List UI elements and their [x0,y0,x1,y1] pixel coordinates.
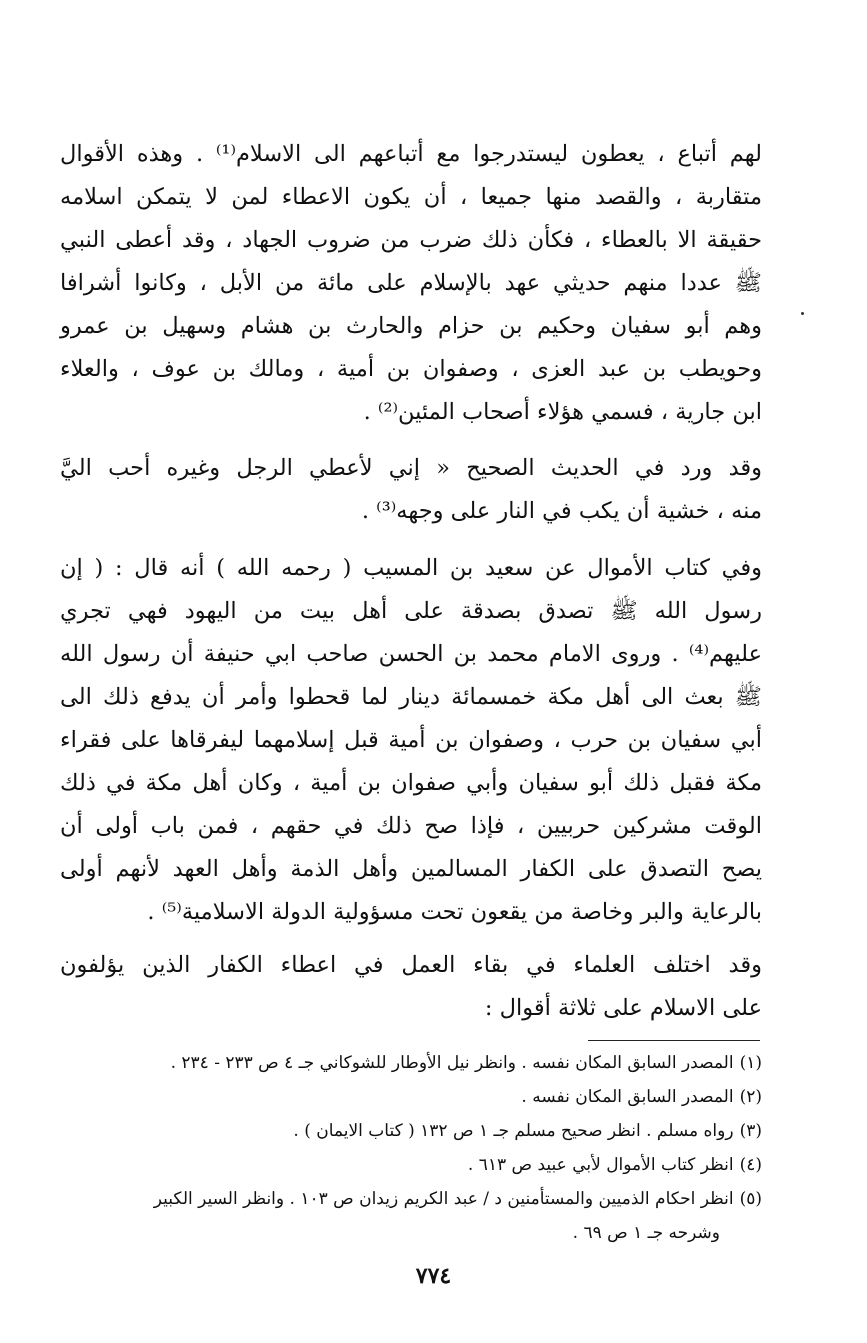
footnote-number: (٣) [739,1121,762,1141]
footnote [100,1114,762,1148]
page-number: ٧٧٤ [415,1263,452,1289]
body-line: عليهم⁽⁴⁾ . وروى الامام محمد بن الحسن صاحب ابي حنيفة أن رسول الله [60,641,762,667]
body-line: منه ، خشية أن يكب في النار على وجهه⁽³⁾ . [361,498,762,524]
footnote-number: (١) [739,1053,762,1073]
scan-speck [801,312,804,315]
footnote-text: المصدر السابق المكان نفسه . وانظر نيل الأوطار للشوكاني جـ ٤ ص ٢٣٣ - ٢٣٤ . [170,1053,734,1073]
body-line: ﷺ عددا منهم حديثي عهد بالإسلام على مائة من الأبل ، وكانوا أشرافا [60,270,762,296]
body-line: يصح التصدق على الكفار المسالمين وأهل الذمة وأهل العهد لأنهم أولى [60,856,762,882]
footnote-text: المصدر السابق المكان نفسه . [521,1087,734,1107]
footnote [100,1080,762,1114]
footnote-text: انظر احكام الذميين والمستأمنين د / عبد الكريم زيدان ص ١٠٣ . وانظر السير الكبير [153,1189,734,1209]
footnote-text: انظر كتاب الأموال لأبي عبيد ص ٦١٣ . [467,1155,734,1175]
body-line: وحويطب بن عبد العزى ، وصفوان بن أمية ، ومالك بن عوف ، والعلاء [60,356,762,382]
body-line: وفي كتاب الأموال عن سعيد بن المسيب ( رحمه الله ) أنه قال : ( إن [60,555,762,581]
body-line: متقاربة ، والقصد منها جميعا ، أن يكون الاعطاء لمن لا يتمكن اسلامه [60,184,762,210]
body-line: وهم أبو سفيان وحكيم بن حزام والحارث بن هشام وسهيل بن عمرو [60,313,762,339]
body-line: ﷺ بعث الى أهل مكة خمسمائة دينار لما قحطوا وأمر أن يدفع ذلك الى [60,684,762,710]
body-line: وقد ورد في الحديث الصحيح « إني لأعطي الرجل وغيره أحب اليَّ [60,455,762,481]
body-line: وقد اختلف العلماء في بقاء العمل في اعطاء الكفار الذين يؤلفون [60,952,762,978]
footnote-number: (٢) [739,1087,762,1107]
footnote-number: (٥) [739,1189,762,1209]
footnote [100,1148,762,1182]
footnote [100,1046,762,1080]
footnote-continuation: وشرحه جـ ١ ص ٦٩ . [572,1223,720,1243]
body-line: على الاسلام على ثلاثة أقوال : [484,995,762,1021]
footnote-divider [588,1040,760,1041]
footnote-number: (٤) [739,1155,762,1175]
body-line: لهم أتباع ، يعطون ليستدرجوا مع أتباعهم الى الاسلام⁽¹⁾ . وهذه الأقوال [60,141,762,167]
body-line: حقيقة الا بالعطاء ، فكأن ذلك ضرب من ضروب الجهاد ، وقد أعطى النبي [60,227,762,253]
footnote [100,1182,762,1216]
body-line: ابن جارية ، فسمي هؤلاء أصحاب المئين⁽²⁾ . [363,399,762,425]
body-line: أبي سفيان بن حرب ، وصفوان بن أمية قبل إسلامهما ليفرقاها على فقراء [60,727,762,753]
body-line: مكة فقبل ذلك أبو سفيان وأبي صفوان بن أمية ، وكان أهل مكة في ذلك [60,770,762,796]
body-line: رسول الله ﷺ تصدق بصدقة على أهل بيت من اليهود فهي تجري [60,598,762,624]
footnote-text: رواه مسلم . انظر صحيح مسلم جـ ١ ص ١٣٢ ( كتاب الايمان ) . [293,1121,734,1141]
body-line: بالرعاية والبر وخاصة من يقعون تحت مسؤولية الدولة الاسلامية⁽⁵⁾ . [147,899,762,925]
body-line: الوقت مشركين حربيين ، فإذا صح ذلك في حقهم ، فمن باب أولى أن [60,813,762,839]
